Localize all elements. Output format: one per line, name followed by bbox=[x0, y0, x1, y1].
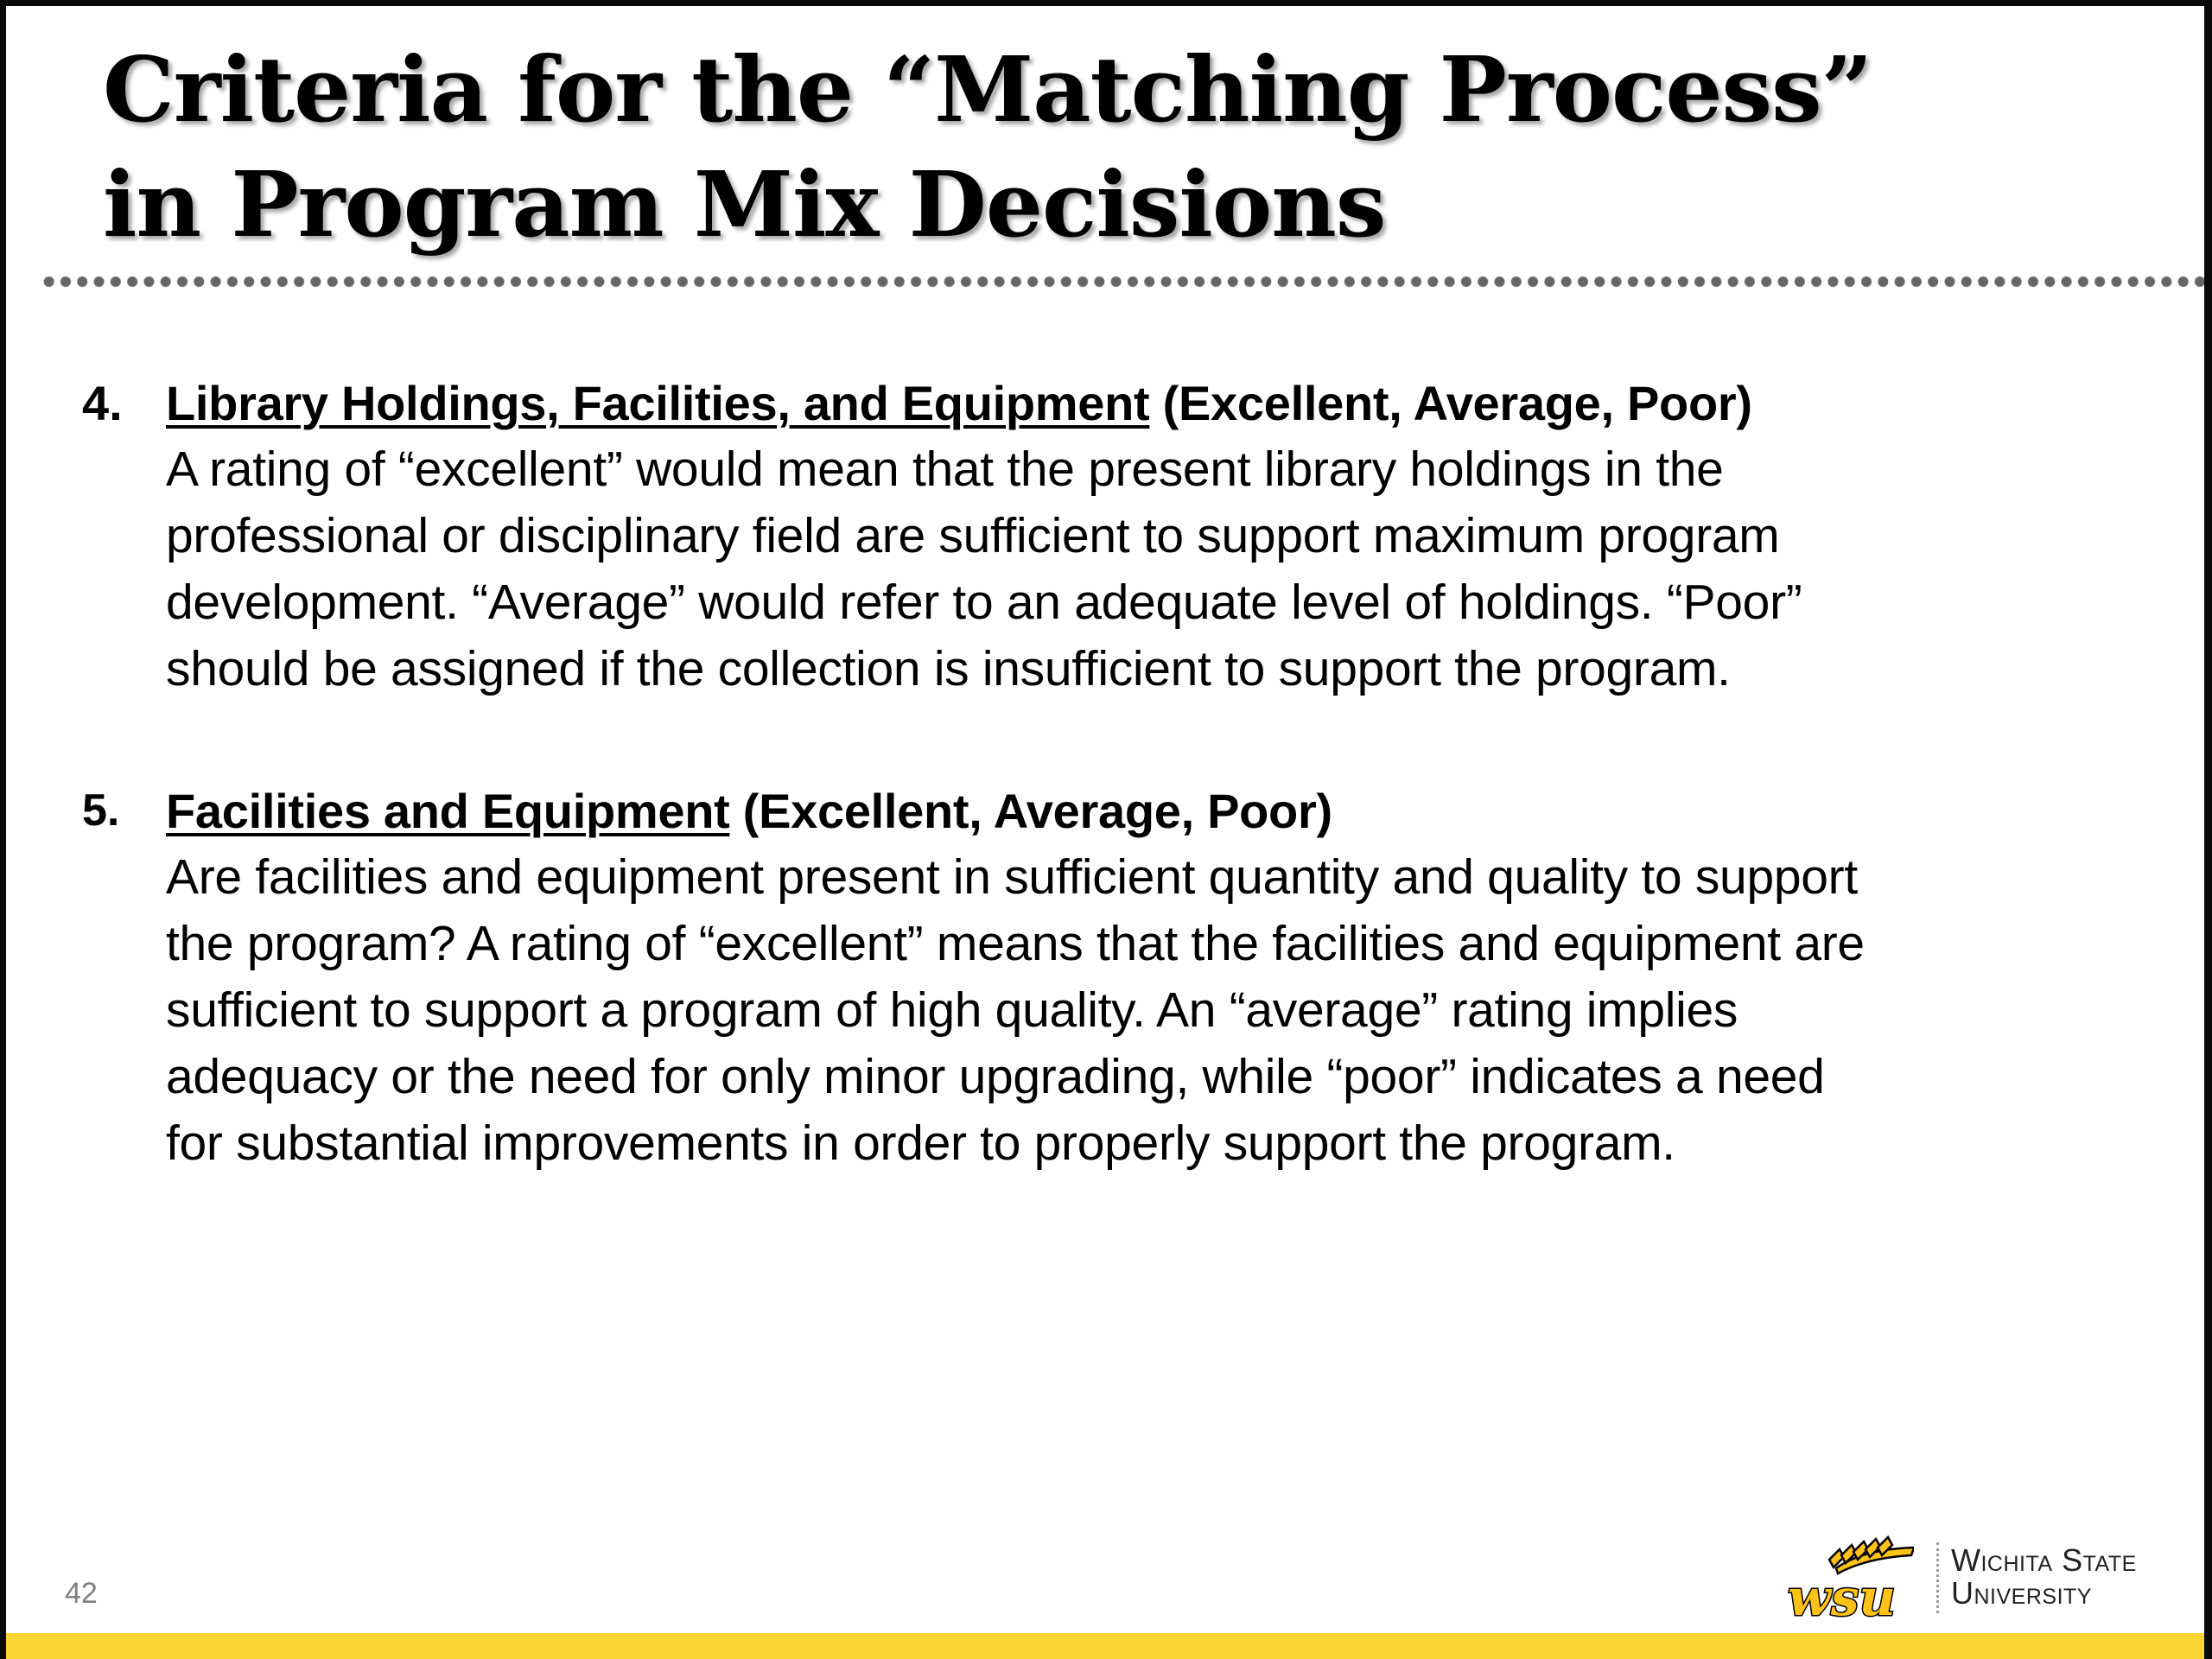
title-line-2: in Program Mix Decisions bbox=[103, 151, 1386, 257]
criterion-name: Facilities and Equipment bbox=[166, 784, 730, 838]
criterion-scale: (Excellent, Average, Poor) bbox=[742, 784, 1332, 838]
footer-bar bbox=[6, 1633, 2204, 1659]
slide-title bbox=[103, 32, 1872, 262]
description-line: professional or disciplinary field are sufficient to support maximum program bbox=[166, 508, 1780, 563]
criterion-description bbox=[166, 436, 1802, 702]
svg-text:wsu: wsu bbox=[1788, 1568, 1896, 1620]
criterion-number: 5. bbox=[82, 785, 120, 836]
description-line: Are facilities and equipment present in sufficient quantity and quality to support bbox=[166, 849, 1858, 905]
criterion-scale: (Excellent, Average, Poor) bbox=[1162, 376, 1752, 430]
criterion-name: Library Holdings, Facilities, and Equipment bbox=[166, 376, 1150, 430]
description-line: sufficient to support a program of high quality. An “average” rating implies bbox=[166, 982, 1738, 1038]
logo-divider bbox=[1936, 1542, 1939, 1613]
description-line: A rating of “excellent” would mean that the present library holdings in the bbox=[166, 442, 1724, 497]
description-line: development. “Average” would refer to an adequate level of holdings. “Poor” bbox=[166, 575, 1802, 630]
university-name-line-2: University bbox=[1951, 1575, 2092, 1611]
criterion-heading bbox=[166, 778, 1332, 844]
slide-number: 42 bbox=[65, 1577, 98, 1610]
description-line: adequacy or the need for only minor upgrading, while “poor” indicates a need bbox=[166, 1049, 1825, 1104]
criterion-heading bbox=[166, 370, 1752, 436]
university-name bbox=[1951, 1544, 2137, 1610]
wsu-logo bbox=[1784, 1535, 2182, 1620]
description-line: should be assigned if the collection is insufficient to support the program. bbox=[166, 641, 1731, 696]
wheat-shocker-icon bbox=[1784, 1535, 1914, 1620]
title-line-1: Criteria for the “Matching Process” bbox=[103, 36, 1872, 143]
description-line: the program? A rating of “excellent” means that the facilities and equipment are bbox=[166, 916, 1865, 971]
description-line: for substantial improvements in order to properly support the program. bbox=[166, 1116, 1675, 1171]
criterion-number: 4. bbox=[82, 376, 123, 430]
university-name-line-1: Wichita State bbox=[1951, 1542, 2137, 1578]
criterion-description bbox=[166, 844, 1865, 1177]
dotted-divider bbox=[41, 275, 2204, 289]
